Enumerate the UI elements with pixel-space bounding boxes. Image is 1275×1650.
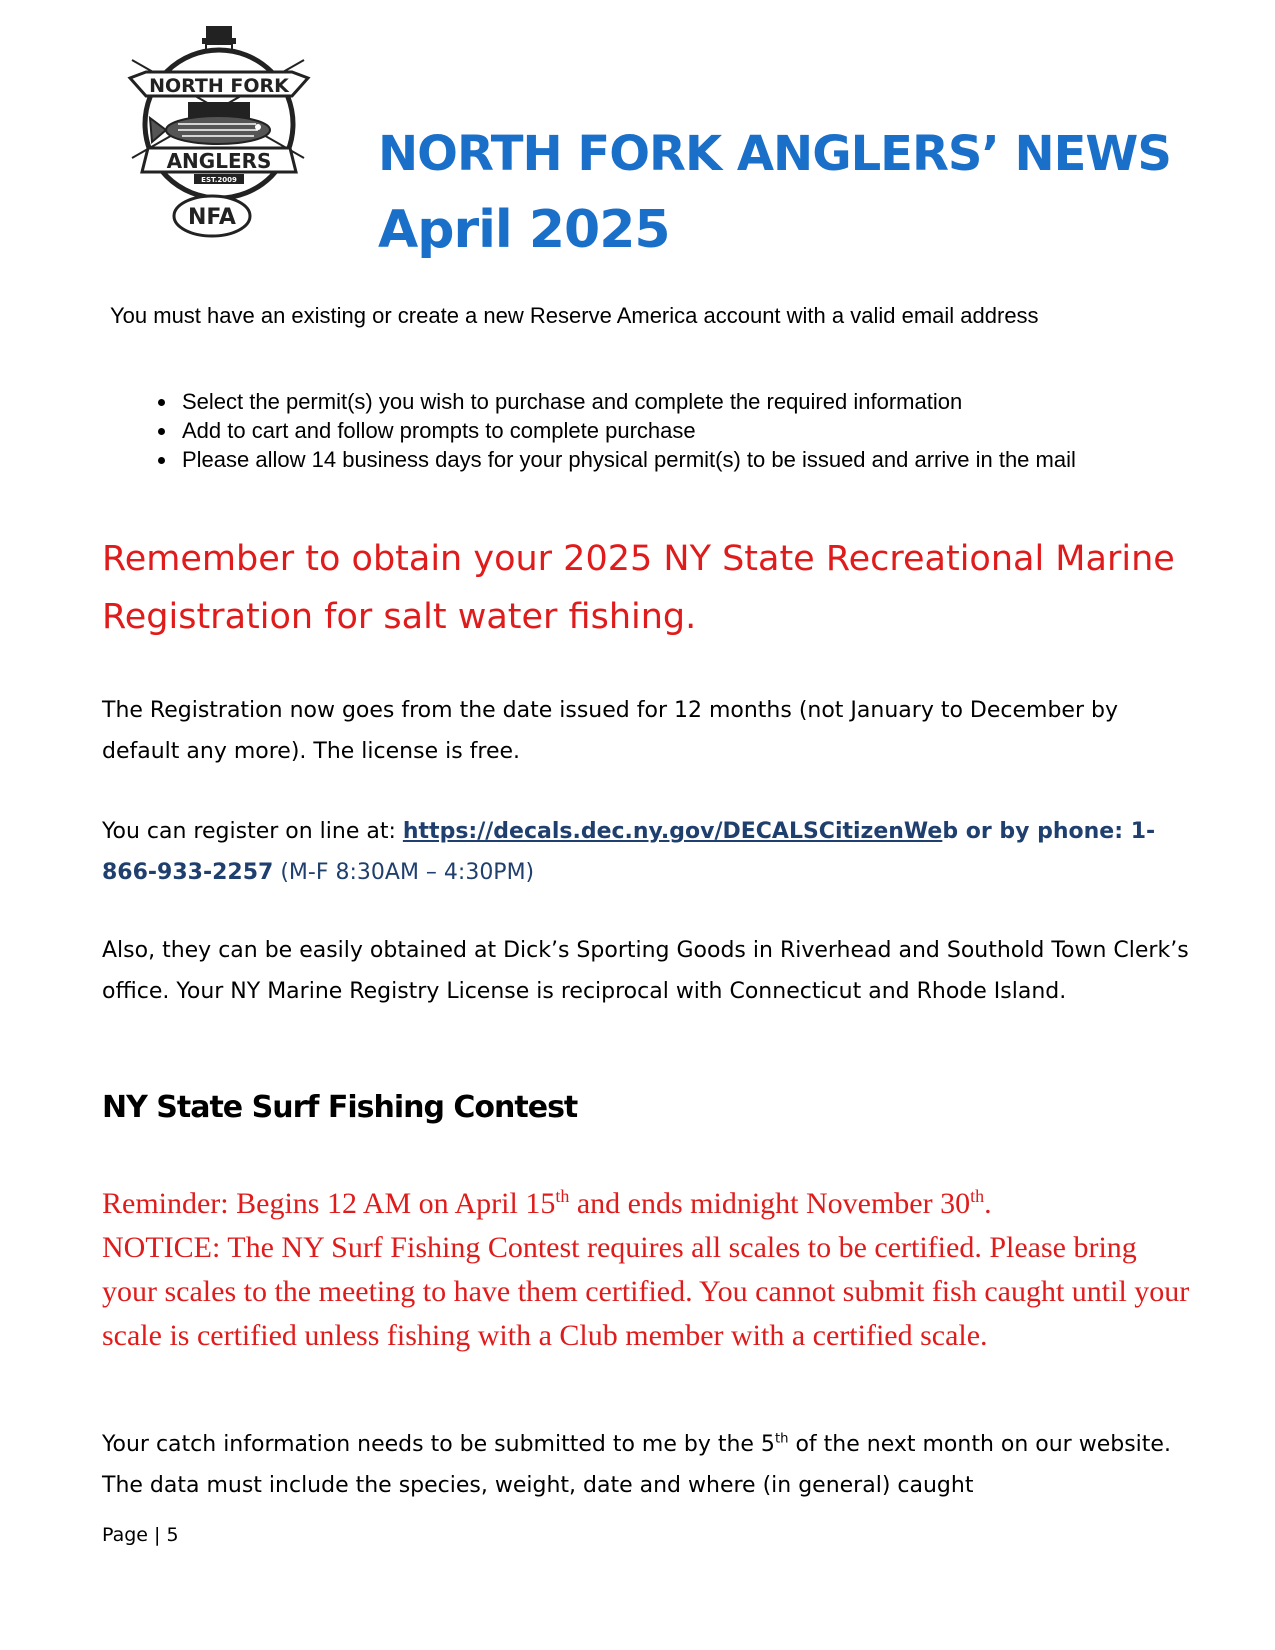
instructions-list: [138, 387, 1178, 474]
phone-hours: (M-F 8:30AM – 4:30PM): [273, 860, 535, 885]
registration-reminder: Remember to obtain your 2025 NY State Recreational Marine Registration for salt water fishing.: [102, 539, 1175, 637]
contest-reminder-c: .: [984, 1187, 992, 1220]
newsletter-title: NORTH FORK ANGLERS’ NEWS: [378, 126, 1171, 182]
intro-paragraph: You must have an existing or create a new Reserve America account with a valid email address: [110, 303, 1039, 328]
page-number: Page | 5: [102, 1524, 179, 1546]
registration-link[interactable]: https://decals.dec.ny.gov/DECALSCitizenWe: [402, 819, 943, 844]
availability-paragraph: Also, they can be easily obtained at Dick’s Sporting Goods in Riverhead and Southold Town Clerk’s office. Your NY Marine Registry License is reciprocal with Connecticut and Rhode Island.: [102, 938, 1189, 1004]
list-item: • Select the permit(s) you wish to purchase and complete the required information: [178, 387, 1178, 416]
registration-link-tail: b: [942, 819, 959, 844]
contest-notice: [102, 1182, 1192, 1358]
phone-label: or by phone:: [958, 819, 1131, 844]
logo-badge: NFA: [188, 205, 236, 230]
registration-paragraph: The Registration now goes from the date issued for 12 months (not January to December by default any more). The license is free.: [102, 698, 1118, 764]
contest-heading: NY State Surf Fishing Contest: [102, 1090, 578, 1125]
list-item: • Add to cart and follow prompts to complete purchase: [178, 416, 1178, 445]
contest-reminder-a: Reminder: Begins 12 AM on April 15: [102, 1187, 556, 1220]
logo-text-bottom: ANGLERS: [166, 149, 272, 173]
ordinal-suffix: th: [555, 1186, 570, 1206]
newsletter-date: April 2025: [378, 200, 670, 260]
catch-info-paragraph: [102, 1424, 1192, 1506]
logo-text-top: NORTH FORK: [149, 75, 289, 97]
contest-notice-text: NOTICE: The NY Surf Fishing Contest requires all scales to be certified. Please bring your scales to the meeting to have them certified. You cannot submit fish caught until your scale is certified unless fishing with a Club member with a certified scale.: [102, 1231, 1190, 1352]
phone-number: 1-866-933-2257: [102, 819, 1156, 885]
catch-text-a: Your catch information needs to be submitted to me by the 5: [102, 1432, 775, 1457]
ordinal-suffix: th: [774, 1431, 789, 1447]
contest-reminder-b: and ends midnight November 30: [569, 1187, 971, 1220]
catch-text-b: of the next month on our website. The data must include the species, weight, date and where (in general) caught: [102, 1432, 1171, 1498]
register-paragraph: [102, 811, 1192, 893]
ordinal-suffix: th: [970, 1186, 985, 1206]
register-prefix: You can register on line at:: [102, 819, 403, 844]
list-item: • Please allow 14 business days for your physical permit(s) to be issued and arrive in the mail: [178, 445, 1178, 474]
north-fork-anglers-logo: [126, 24, 312, 256]
logo-est: EST.2009: [201, 176, 237, 184]
